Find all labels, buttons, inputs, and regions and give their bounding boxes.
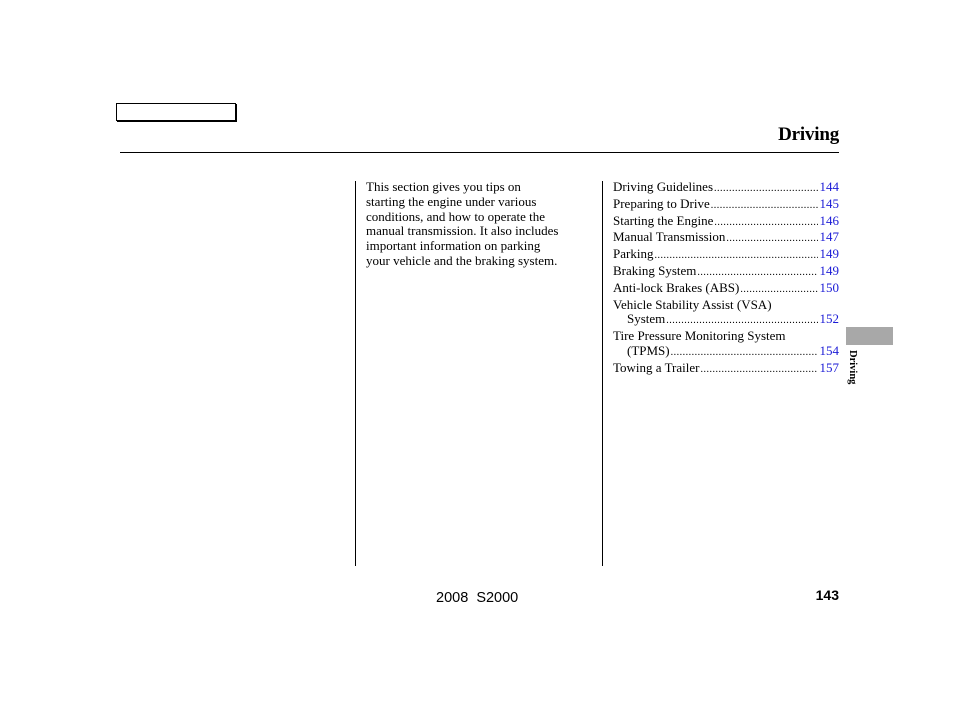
intro-line: manual transmission. It also includes	[366, 223, 559, 239]
column-divider-left	[355, 181, 356, 566]
toc-page-link[interactable]: 157	[819, 359, 839, 375]
toc-page-link[interactable]: 147	[819, 229, 839, 245]
toc-leader	[700, 363, 817, 378]
toc-leader	[666, 314, 817, 329]
toc-item-starting-the-engine[interactable]	[613, 214, 839, 231]
intro-line: starting the engine under various	[366, 193, 537, 209]
toc-item-towing-a-trailer[interactable]	[613, 361, 839, 378]
toc-leader	[726, 232, 817, 247]
title-divider	[120, 152, 839, 153]
toc-label: Tire Pressure Monitoring System	[613, 328, 786, 344]
toc-page-link[interactable]: 150	[819, 279, 839, 295]
section-title: Driving	[778, 124, 839, 145]
toc-leader	[671, 346, 818, 361]
toc-page-link[interactable]: 145	[819, 195, 839, 211]
toc-label: Anti-lock Brakes (ABS)	[613, 279, 740, 295]
toc-leader	[714, 182, 817, 197]
intro-line: important information on parking	[366, 238, 541, 254]
toc-label: Starting the Engine	[613, 212, 714, 228]
toc-label: Towing a Trailer	[613, 359, 700, 375]
toc-leader	[740, 283, 817, 298]
section-tab[interactable]	[846, 327, 893, 345]
toc-item-tire-pressure-monitoring[interactable]	[613, 329, 839, 361]
toc-leader	[697, 266, 817, 281]
toc-label: Driving Guidelines	[613, 179, 714, 194]
toc-leader	[711, 199, 818, 214]
toc-item-braking-system[interactable]	[613, 264, 839, 281]
toc-item-preparing-to-drive[interactable]	[613, 197, 839, 214]
toc-item-anti-lock-brakes[interactable]	[613, 281, 839, 298]
toc-item-parking[interactable]	[613, 247, 839, 264]
toc-leader	[654, 249, 817, 264]
toc-leader	[714, 216, 817, 231]
toc-label: Vehicle Stability Assist (VSA)	[613, 296, 772, 312]
header-box	[116, 103, 236, 121]
toc-page-link[interactable]: 152	[819, 311, 839, 327]
toc-label: Manual Transmission	[613, 229, 726, 245]
toc-label: Preparing to Drive	[613, 195, 710, 211]
intro-paragraph	[366, 180, 596, 269]
toc-label: Braking System	[613, 262, 697, 278]
table-of-contents	[613, 180, 839, 378]
toc-label: Parking	[613, 246, 654, 262]
section-tab-label: Driving	[847, 350, 858, 385]
toc-page-link[interactable]: 154	[819, 342, 839, 358]
column-divider-right	[602, 181, 603, 566]
toc-page-link[interactable]: 149	[819, 246, 839, 262]
toc-label-continued: System	[627, 311, 666, 327]
toc-page-link[interactable]: 149	[819, 262, 839, 278]
toc-item-driving-guidelines[interactable]	[613, 180, 839, 197]
page-number: 143	[815, 587, 839, 603]
toc-label-continued: (TPMS)	[627, 342, 670, 358]
footer-model: 2008 S2000	[436, 590, 519, 606]
toc-page-link[interactable]: 144	[819, 179, 839, 194]
intro-line: conditions, and how to operate the	[366, 208, 546, 224]
intro-line: your vehicle and the braking system.	[366, 252, 558, 268]
toc-item-manual-transmission[interactable]	[613, 230, 839, 247]
toc-item-vehicle-stability-assist[interactable]	[613, 298, 839, 330]
toc-page-link[interactable]: 146	[819, 212, 839, 228]
intro-line: This section gives you tips on	[366, 179, 521, 194]
